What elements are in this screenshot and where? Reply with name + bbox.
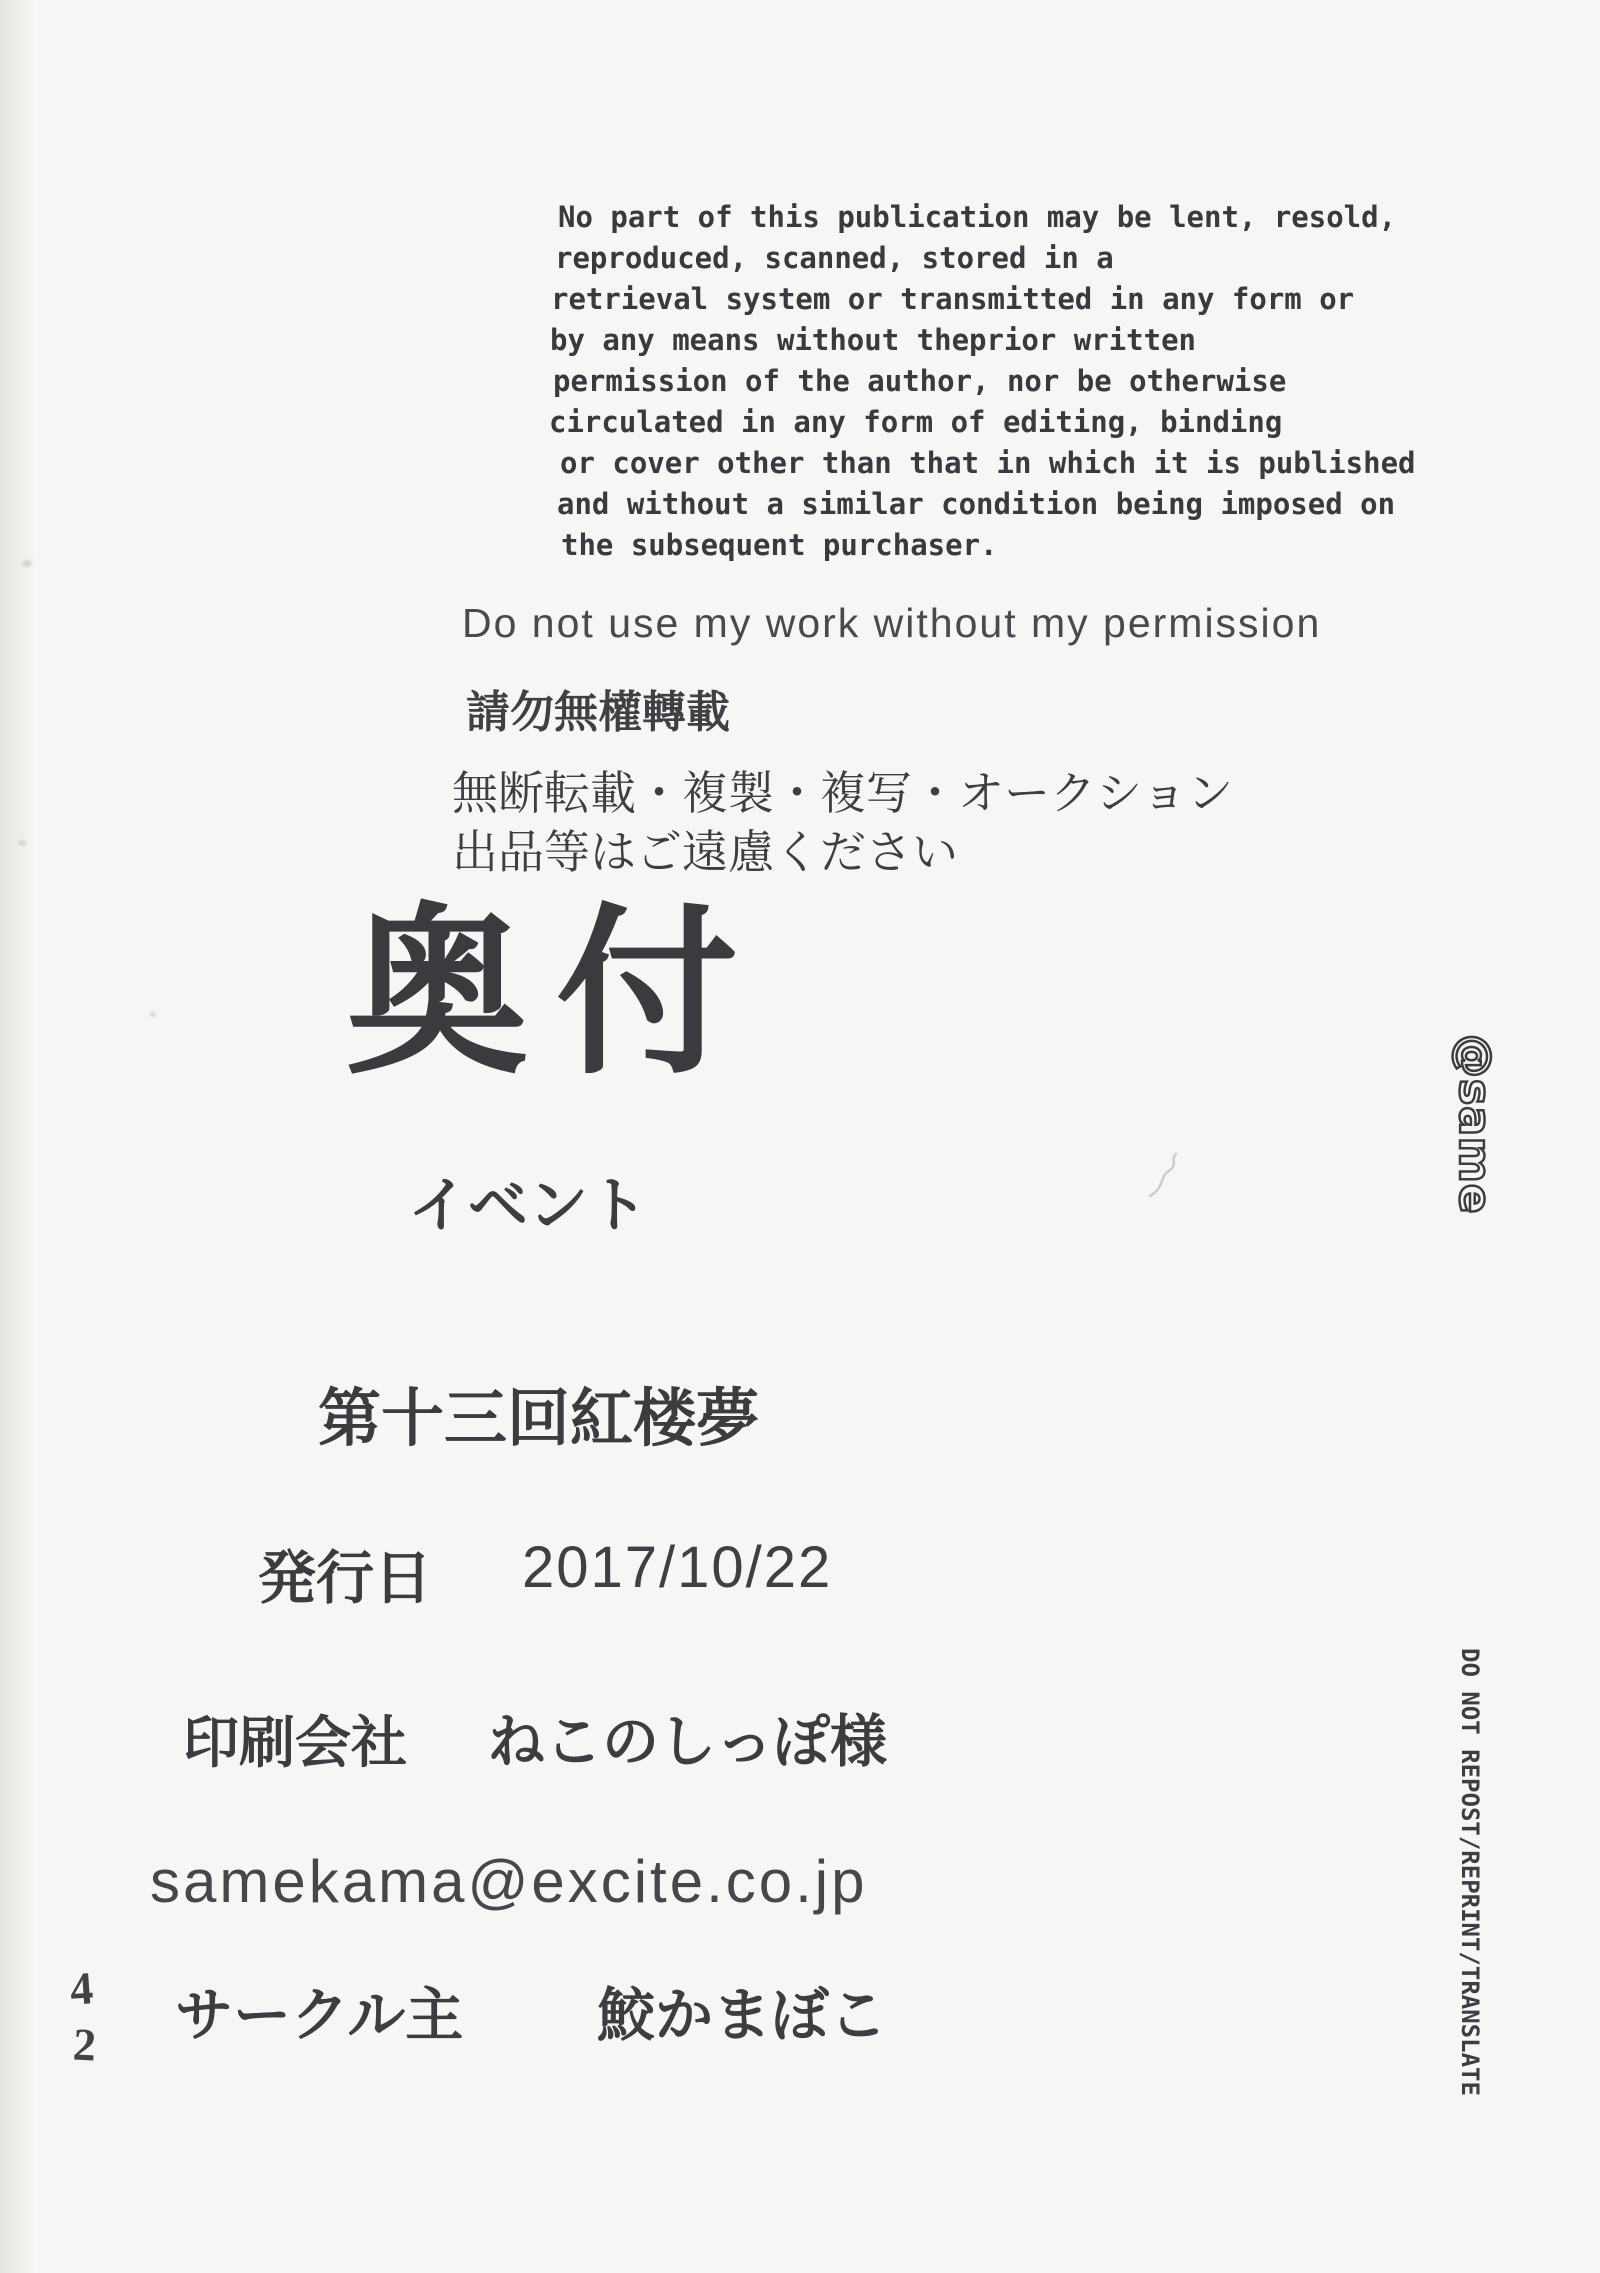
copyright-notice (549, 197, 1416, 566)
artist-tag: @same (1449, 1034, 1500, 1215)
scan-speck (150, 1012, 156, 1017)
page-number-digit: 2 (71, 2018, 98, 2071)
printer-name: ねこのしっぽ様 (488, 1711, 887, 1774)
circle-owner-label: サークル主 (175, 1983, 464, 2048)
permission-notice-chinese: 請勿無權轉載 (466, 688, 730, 737)
copyright-line: permission of the author, nor be otherwise (553, 364, 1287, 398)
page-number-digit: 4 (68, 1962, 95, 2015)
scan-edge-shadow (0, 0, 36, 2273)
contact-email: samekama@excite.co.jp (150, 1848, 868, 1915)
scan-speck (22, 560, 32, 567)
copyright-line: circulated in any form of editing, binding (549, 405, 1283, 439)
event-label: イベント (408, 1173, 648, 1239)
publish-date-label: 発行日 (258, 1546, 433, 1611)
publish-date-value: 2017/10/22 (522, 1535, 833, 1600)
copyright-line: reproduced, scanned, stored in a (555, 241, 1114, 275)
copyright-line: or cover other than that in which it is published (560, 446, 1416, 480)
copyright-line: and without a similar condition being imposed on (557, 487, 1396, 521)
no-reproduction-notice-line1: 無断転載・複製・複写・オークション (452, 768, 1234, 819)
event-name: 第十三回紅楼夢 (318, 1384, 759, 1454)
colophon-title: 奥付 (346, 891, 766, 1095)
copyright-line: the subsequent purchaser. (561, 528, 998, 562)
circle-owner-name: 鮫かまぼこ (597, 1983, 888, 2048)
scan-speck (18, 840, 26, 846)
side-warning: DO NOT REPOST/REPRINT/TRANSLATE (1456, 1648, 1484, 2096)
copyright-line: by any means without theprior written (550, 323, 1197, 357)
printer-label: 印刷会社 (183, 1711, 407, 1774)
permission-notice-english: Do not use my work without my permission (462, 600, 1322, 646)
copyright-line: No part of this publication may be lent, resold, (558, 200, 1397, 234)
pencil-mark (1140, 1148, 1186, 1204)
copyright-line: retrieval system or transmitted in any form or (551, 282, 1355, 316)
no-reproduction-notice-line2: 出品等はご遠慮ください (452, 827, 958, 878)
